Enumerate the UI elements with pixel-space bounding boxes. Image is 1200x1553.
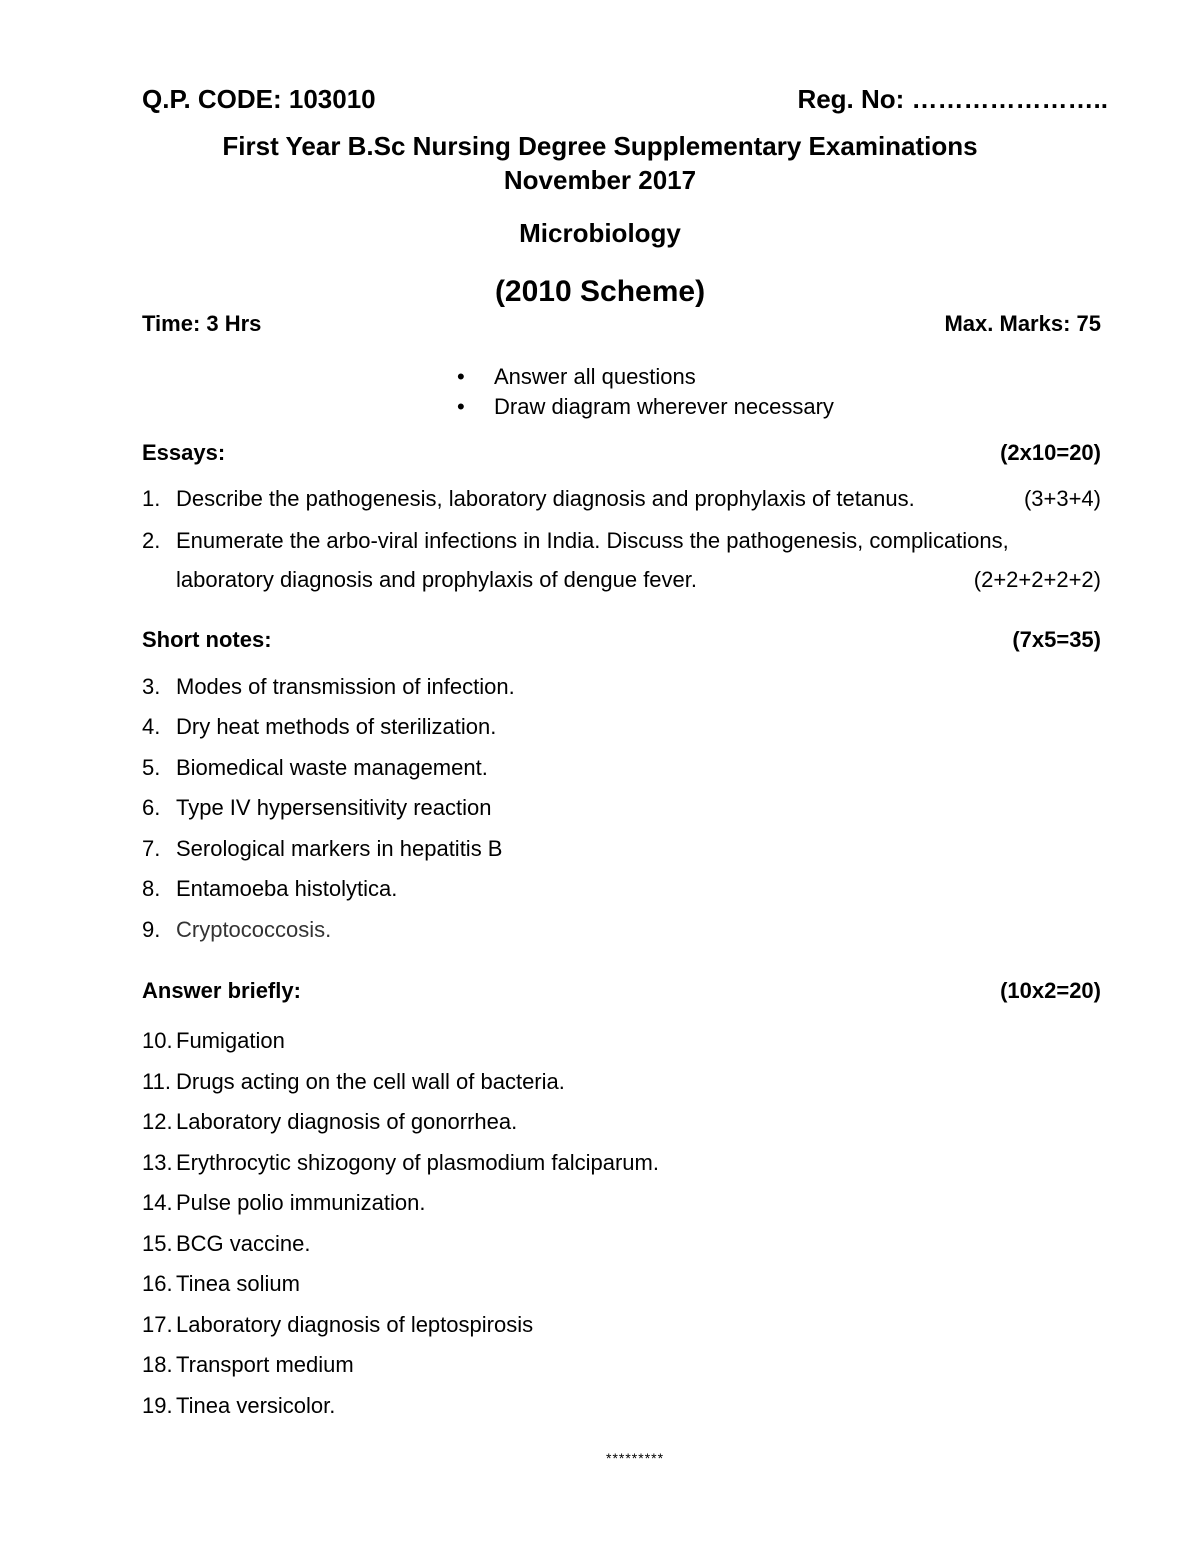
question-number: 8.: [142, 876, 161, 901]
question-text: Laboratory diagnosis of gonorrhea.: [176, 1109, 518, 1134]
reg-no: Reg. No: …………………..: [797, 84, 1108, 114]
question-number: 3.: [142, 674, 161, 699]
question-text: Tinea versicolor.: [176, 1393, 336, 1418]
time-label: Time: 3 Hrs: [142, 311, 262, 336]
question-number: 9.: [142, 917, 161, 942]
question-number: 10.: [142, 1028, 173, 1053]
end-of-paper-marker: *********: [606, 1450, 665, 1466]
question-text: Tinea solium: [176, 1271, 300, 1296]
question-number: 17.: [142, 1312, 173, 1337]
question-text: Fumigation: [176, 1028, 285, 1053]
short-notes-marks: (7x5=35): [1012, 627, 1101, 652]
question-number: 16.: [142, 1271, 173, 1296]
question-text: Enumerate the arbo-viral infections in India. Discuss the pathogenesis, complications,: [176, 528, 1009, 553]
question-text: Drugs acting on the cell wall of bacteria.: [176, 1069, 565, 1094]
question-text-continued: laboratory diagnosis and prophylaxis of dengue fever.: [176, 567, 698, 592]
question-number: 18.: [142, 1352, 173, 1377]
instruction-item: • Draw diagram wherever necessary: [494, 394, 834, 420]
question-text: Erythrocytic shizogony of plasmodium falciparum.: [176, 1150, 659, 1175]
question-text: BCG vaccine.: [176, 1231, 311, 1256]
question-text: Cryptococcosis.: [176, 917, 332, 942]
essays-marks: (2x10=20): [1000, 440, 1101, 465]
question-number: 6.: [142, 795, 161, 820]
question-marks: (3+3+4): [1023, 486, 1101, 511]
question-number: 13.: [142, 1150, 173, 1175]
question-text: Type IV hypersensitivity reaction: [176, 795, 492, 820]
question-number: 1.: [142, 486, 161, 511]
question-text: Serological markers in hepatitis B: [176, 836, 503, 861]
essays-heading: Essays:: [142, 440, 226, 465]
qp-code: Q.P. CODE: 103010: [142, 84, 376, 114]
question-number: 7.: [142, 836, 161, 861]
subject-title: Microbiology: [519, 218, 681, 248]
answer-briefly-marks: (10x2=20): [1000, 978, 1101, 1003]
answer-briefly-heading: Answer briefly:: [142, 978, 301, 1003]
question-text: Biomedical waste management.: [176, 755, 488, 780]
question-text: Entamoeba histolytica.: [176, 876, 398, 901]
question-number: 2.: [142, 528, 161, 553]
question-number: 15.: [142, 1231, 173, 1256]
instruction-item: • Answer all questions: [494, 364, 696, 390]
question-marks: (2+2+2+2+2): [973, 567, 1101, 592]
max-marks: Max. Marks: 75: [944, 311, 1101, 336]
exam-title: First Year B.Sc Nursing Degree Supplementary Examinations: [222, 131, 978, 161]
scheme-title: (2010 Scheme): [494, 275, 706, 308]
question-text: Pulse polio immunization.: [176, 1190, 426, 1215]
question-text: Describe the pathogenesis, laboratory diagnosis and prophylaxis of tetanus.: [176, 486, 915, 511]
short-notes-heading: Short notes:: [142, 627, 272, 652]
question-number: 19.: [142, 1393, 173, 1418]
exam-date: November 2017: [503, 165, 697, 195]
question-number: 14.: [142, 1190, 173, 1215]
question-text: Transport medium: [176, 1352, 354, 1377]
question-number: 5.: [142, 755, 161, 780]
question-text: Dry heat methods of sterilization.: [176, 714, 497, 739]
question-number: 12.: [142, 1109, 173, 1134]
question-number: 4.: [142, 714, 161, 739]
question-text: Modes of transmission of infection.: [176, 674, 515, 699]
question-text: Laboratory diagnosis of leptospirosis: [176, 1312, 534, 1337]
question-number: 11.: [142, 1069, 171, 1094]
